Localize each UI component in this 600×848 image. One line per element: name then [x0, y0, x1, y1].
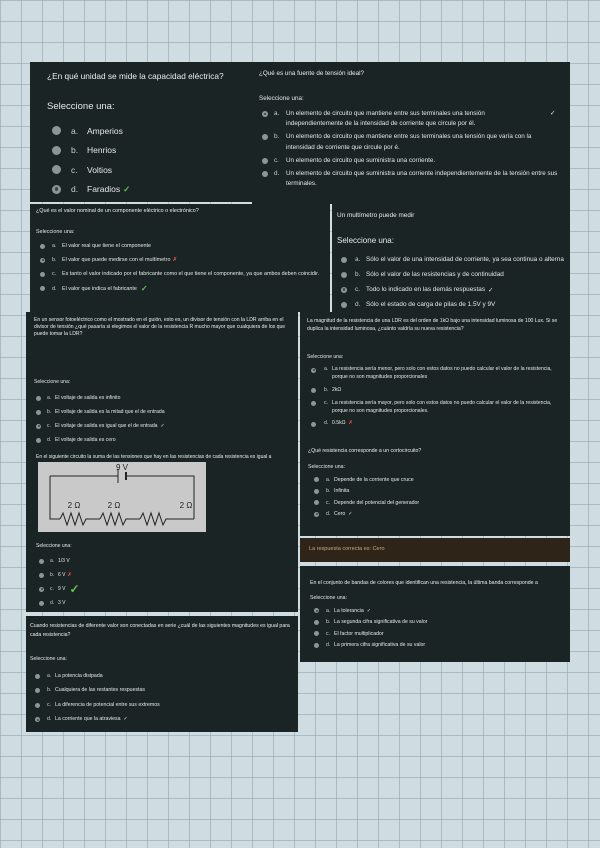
options-list [337, 252, 570, 312]
option-text: Sólo el valor de una intensidad de corriente, ya sea continua o alterna [366, 256, 564, 263]
option-b[interactable]: b. Henrios [47, 141, 252, 161]
radio-button[interactable] [40, 244, 45, 249]
options-list [307, 366, 564, 428]
feedback-text: La respuesta correcta es: Cero [309, 546, 385, 552]
correct-check-icon: ✓ [69, 581, 80, 596]
radio-button[interactable] [35, 674, 40, 679]
radio-button[interactable] [52, 165, 61, 174]
options-list [36, 242, 330, 293]
option-c[interactable]: c. El factor multiplicador [310, 628, 570, 640]
radio-button[interactable] [311, 388, 316, 393]
option-d[interactable]: d. La corriente que la atraviesa ✓ [30, 712, 292, 727]
option-c[interactable]: c. La resistencia sería mayor, pero solo con estos datos no puedo calcular el valor de la resistencia, porque no son magnitudes proporcionales. [307, 400, 564, 416]
option-text: Sólo el valor de las resistencias y de continuidad [366, 271, 504, 278]
radio-button[interactable] [314, 500, 319, 505]
r3-label: 2 Ω [179, 501, 193, 510]
option-text: 1/3 V [58, 557, 70, 564]
radio-button[interactable] [262, 134, 268, 140]
option-a[interactable]: a. El voltaje de salida es infinito [34, 391, 290, 405]
option-text: 3 V [58, 599, 66, 606]
option-a[interactable]: a. Depende de la corriente que cruce [308, 474, 570, 486]
question-text: ¿En qué unidad se mide la capacidad eléctrica? [47, 71, 224, 81]
radio-button[interactable] [40, 272, 45, 277]
radio-button[interactable] [311, 422, 316, 427]
wire-left [50, 476, 60, 519]
correct-check-icon: ✓ [123, 716, 128, 723]
source-label: 9 V [115, 463, 129, 472]
select-prompt: Seleccione una: [308, 464, 345, 470]
correct-check-icon: ✓ [123, 183, 131, 194]
radio-button[interactable] [36, 396, 41, 401]
option-c[interactable]: c. Depende del potencial del generador [308, 497, 570, 509]
radio-button[interactable] [39, 601, 44, 606]
r2-label: 2 Ω [107, 501, 121, 510]
incorrect-cross-icon: ✗ [67, 571, 72, 578]
option-text: Un elemento de circuito que suministra una corriente independientemente de la tensión entre sus terminales. [286, 170, 558, 188]
option-a[interactable]: a. Un elemento de circuito que mantiene entre sus terminales una tensión independientemente de la intensidad de corriente que circule por él. ✓ [259, 109, 562, 129]
option-text: Depende de la corriente que cruce [334, 476, 414, 483]
options-list [259, 109, 562, 189]
correct-answer-feedback [300, 538, 570, 562]
radio-button[interactable] [314, 643, 319, 648]
option-text: El valor que indica el fabricante [62, 285, 137, 292]
option-text: 6 V [58, 571, 66, 578]
radio-button-selected[interactable] [314, 512, 319, 517]
radio-button[interactable] [341, 302, 347, 308]
option-d[interactable]: d. El valor que indica el fabricante ✓ [36, 285, 330, 293]
option-text: 2kΩ [332, 386, 342, 393]
radio-button[interactable] [35, 703, 40, 708]
question-card-capacity-unit [30, 62, 252, 202]
question-text: Un multímetro puede medir [337, 212, 415, 219]
radio-button[interactable] [52, 146, 61, 155]
radio-button[interactable] [262, 171, 268, 177]
radio-button[interactable] [39, 573, 44, 578]
option-b[interactable]: b. Cualquiera de las restantes respuestas [30, 683, 292, 698]
radio-button[interactable] [35, 688, 40, 693]
select-prompt: Seleccione una: [34, 379, 71, 385]
radio-button[interactable] [262, 158, 268, 164]
option-text: Henrios [87, 145, 117, 156]
option-d[interactable]: d. La primera cifra significativa de su valor [310, 640, 570, 652]
question-text: ¿Qué es el valor nominal de un componente eléctrico o electrónico? [36, 208, 199, 214]
option-d[interactable]: d. 3 V [36, 596, 292, 610]
options-list [308, 474, 570, 520]
options-list [36, 554, 292, 610]
option-a[interactable]: a. Amperios [47, 121, 252, 141]
option-d[interactable]: d. 0.5kΩ ✗ [307, 420, 564, 428]
radio-button-selected[interactable] [311, 368, 316, 373]
option-text: La corriente que la atraviesa [55, 716, 121, 723]
radio-button-selected[interactable] [52, 185, 61, 194]
option-d[interactable]: d. Sólo el estado de carga de pilas de 1.5V y 9V [337, 297, 570, 312]
option-text: La resistencia sería menor, pero solo con estos datos no puedo calcular el valor de la resistencia, porque no son magnitudes proporcionales [332, 366, 552, 381]
option-text: La primera cifra significativa de su valor [334, 642, 426, 649]
option-text: La segunda cifra significativa de su valor [334, 619, 428, 626]
options-list [310, 605, 570, 651]
circuit-svg [38, 462, 206, 532]
select-prompt: Seleccione una: [307, 353, 344, 360]
option-c[interactable]: c. Es tanto el valor indicado por el fabricante como el que tiene el componente, ya que ambos deben coincidir. [36, 270, 330, 278]
select-prompt: Seleccione una: [36, 229, 75, 235]
option-b[interactable]: b. 6 V ✗ [36, 568, 292, 582]
option-a[interactable]: a. El valor real que tiene el componente [36, 242, 330, 250]
option-text: El valor que puede medirse con el multímetro [62, 257, 171, 264]
option-text: Es tanto el valor indicado por el fabricante como el que tiene el componente, ya que ambos deben coincidir. [62, 271, 320, 278]
option-text: Amperios [87, 125, 123, 136]
radio-button[interactable] [341, 257, 347, 263]
select-prompt: Seleccione una: [337, 236, 394, 245]
option-c[interactable]: c. El voltaje de salida es igual que el de entrada ✓ [34, 419, 290, 433]
radio-button[interactable] [341, 272, 347, 278]
option-text: El voltaje de salida es igual que el de entrada [55, 422, 158, 429]
resistor-1 [60, 513, 100, 525]
correct-check-icon: ✓ [488, 286, 494, 294]
option-text: Faradios [87, 184, 121, 195]
option-text: El voltaje de salida es infinito [55, 394, 121, 401]
circuit-diagram [38, 462, 206, 532]
incorrect-cross-icon: ✗ [348, 420, 353, 427]
question-text: En un sensor fotoeléctrico como el mostrado en el guión, esto es, un divisor de tensión con la LDR arriba en el divisor de tensión ¿qué pasaría si elegimos el valor de la resistencia R mucho mayor que cualquiera de los que puede tomar la LDR? [34, 317, 286, 337]
option-a[interactable]: a. La potencia disipada [30, 669, 292, 684]
option-c[interactable]: c. Un elemento de circuito que suministra una corriente. [259, 156, 562, 166]
option-d[interactable]: d. Un elemento de circuito que suministra una corriente independientemente de la tensión entre sus terminales. [259, 169, 562, 189]
option-text: Voltios [87, 164, 113, 175]
correct-check-icon: ✓ [140, 283, 148, 293]
radio-button[interactable] [40, 286, 45, 291]
option-c[interactable]: c. 9 V ✓ [36, 582, 292, 596]
option-a[interactable]: a. La tolerancia ✓ [310, 605, 570, 617]
radio-button[interactable] [311, 401, 316, 406]
option-text: Cero [334, 511, 346, 518]
option-text: La diferencia de potencial entre sus extremos [55, 701, 160, 708]
option-b[interactable]: b. El voltaje de salida es la mitad que el de entrada [34, 405, 290, 419]
correct-check-icon: ✓ [366, 607, 372, 614]
option-b[interactable]: b. La segunda cifra significativa de su valor [310, 617, 570, 629]
option-d[interactable]: d. El voltaje de salida es cero [34, 433, 290, 447]
option-text: La tolerancia [334, 607, 364, 614]
radio-button[interactable] [314, 477, 319, 482]
option-text: La resistencia sería mayor, pero solo con estos datos no puedo calcular el valor de la resistencia, porque no son magnitudes proporcionales. [332, 399, 552, 414]
option-text: 0.5kΩ [332, 420, 346, 427]
radio-button[interactable] [314, 631, 319, 636]
option-text: El factor multiplicador [334, 630, 384, 637]
option-c[interactable]: c. Todo lo indicado en las demás respuestas ✓ [337, 282, 570, 297]
radio-button-selected[interactable] [341, 287, 347, 293]
radio-button[interactable] [314, 489, 319, 494]
radio-button[interactable] [36, 410, 41, 415]
question-text: ¿Qué resistencia corresponde a un cortocircuito? [308, 448, 422, 454]
select-prompt: Seleccione una: [36, 543, 72, 549]
option-text: Sólo el estado de carga de pilas de 1.5V y 9V [366, 301, 496, 308]
radio-button-selected[interactable] [314, 608, 319, 613]
question-text: ¿Qué es una fuente de tensión ideal? [259, 70, 365, 77]
option-text: Un elemento de circuito que mantiene entre sus terminales una tensión independientemente de la intensidad de corriente que circule por él. [286, 110, 485, 128]
option-text: El voltaje de salida es cero [55, 436, 116, 443]
option-d[interactable]: d. Faradios ✓ [47, 180, 252, 200]
option-a[interactable]: a. 1/3 V [36, 554, 292, 568]
option-text: Infinita [334, 488, 350, 495]
radio-button[interactable] [314, 620, 319, 625]
question-card-ldr-resistance [300, 312, 570, 444]
question-text: La magnitud de la resistencia de una LDR es del orden de 1kΩ bajo una intensidad luminosa de 100 Lux. Si se duplica la intensidad luminosa, ¿cuánto valdría su nueva resistencia? [307, 318, 558, 332]
radio-button[interactable] [36, 438, 41, 443]
question-text: Cuando resistencias de diferente valor son conectadas en serie ¿cuál de las siguientes magnitudes es igual para cada resistencia? [30, 623, 290, 638]
select-prompt: Seleccione una: [310, 595, 347, 601]
option-text: Un elemento de circuito que suministra una corriente. [286, 156, 436, 164]
option-text: Depende del potencial del generador [334, 499, 420, 506]
radio-button-selected[interactable] [35, 717, 40, 722]
correct-check-icon: ✓ [160, 422, 165, 429]
wire-top-right [126, 476, 194, 519]
option-text: 9 V [58, 585, 66, 592]
option-c[interactable]: c. La diferencia de potencial entre sus extremos [30, 698, 292, 713]
option-c[interactable]: c. Voltios [47, 160, 252, 180]
question-card-ideal-voltage-source [252, 62, 570, 204]
options-list [34, 391, 290, 447]
options-list [47, 121, 252, 199]
radio-button[interactable] [52, 126, 61, 135]
option-b[interactable]: b. Infinita [308, 486, 570, 498]
resistor-3 [140, 513, 194, 525]
option-text: Un elemento de circuito que mantiene entre sus terminales una tensión que varía con la intensidad de corriente que circule por é. [286, 133, 532, 151]
option-a[interactable]: a. La resistencia sería menor, pero solo con estos datos no puedo calcular el valor de la resistencia, porque no son magnitudes proporcionales [307, 366, 564, 382]
radio-button-selected[interactable] [36, 424, 41, 429]
option-b[interactable]: b. Un elemento de circuito que mantiene entre sus terminales una tensión que varía con la intensidad de corriente que circule por é. [259, 132, 562, 152]
option-text: La potencia disipada [55, 672, 103, 679]
option-text: Todo lo indicado en las demás respuestas [366, 286, 486, 293]
question-card-series-circuit [26, 448, 298, 612]
question-card-photoelectric-sensor [26, 312, 298, 448]
resistor-2 [100, 513, 140, 525]
option-d[interactable]: d. Cero ✓ [308, 509, 570, 521]
select-prompt: Seleccione una: [259, 95, 304, 102]
options-list [30, 669, 292, 727]
r1-label: 2 Ω [67, 501, 81, 510]
option-b[interactable]: b. 2kΩ [307, 387, 564, 395]
question-text: En el conjunto de bandas de colores que identifican una resistencia, la última banda corresponde a [310, 580, 538, 586]
question-card-short-circuit [300, 444, 570, 536]
option-text: Cualquiera de las restantes respuestas [55, 687, 145, 694]
select-prompt: Seleccione una: [30, 656, 67, 663]
option-text: El voltaje de salida es la mitad que el de entrada [55, 408, 165, 415]
incorrect-cross-icon: ✗ [172, 257, 177, 264]
question-card-nominal-value [30, 204, 330, 312]
option-b[interactable]: b. El valor que puede medirse con el multímetro ✗ [36, 256, 330, 264]
radio-button[interactable] [39, 559, 44, 564]
select-prompt: Seleccione una: [47, 101, 115, 112]
option-b[interactable]: b. Sólo el valor de las resistencias y de continuidad [337, 267, 570, 282]
radio-button-selected[interactable] [40, 258, 45, 263]
radio-button-selected[interactable] [262, 111, 268, 117]
option-a[interactable]: a. Sólo el valor de una intensidad de corriente, ya sea continua o alterna [337, 252, 570, 267]
question-card-color-bands [300, 566, 570, 662]
question-card-series-resistors [26, 616, 298, 732]
correct-check-icon: ✓ [550, 110, 556, 117]
option-text: El valor real que tiene el componente [62, 243, 152, 249]
radio-button-selected[interactable] [39, 587, 44, 592]
correct-check-icon: ✓ [348, 511, 353, 518]
question-card-multimeter [332, 204, 570, 312]
question-text: En el siguiente circuito la suma de las tensiones que hay en las resistencias de cada resistencia es igual a [36, 454, 272, 460]
